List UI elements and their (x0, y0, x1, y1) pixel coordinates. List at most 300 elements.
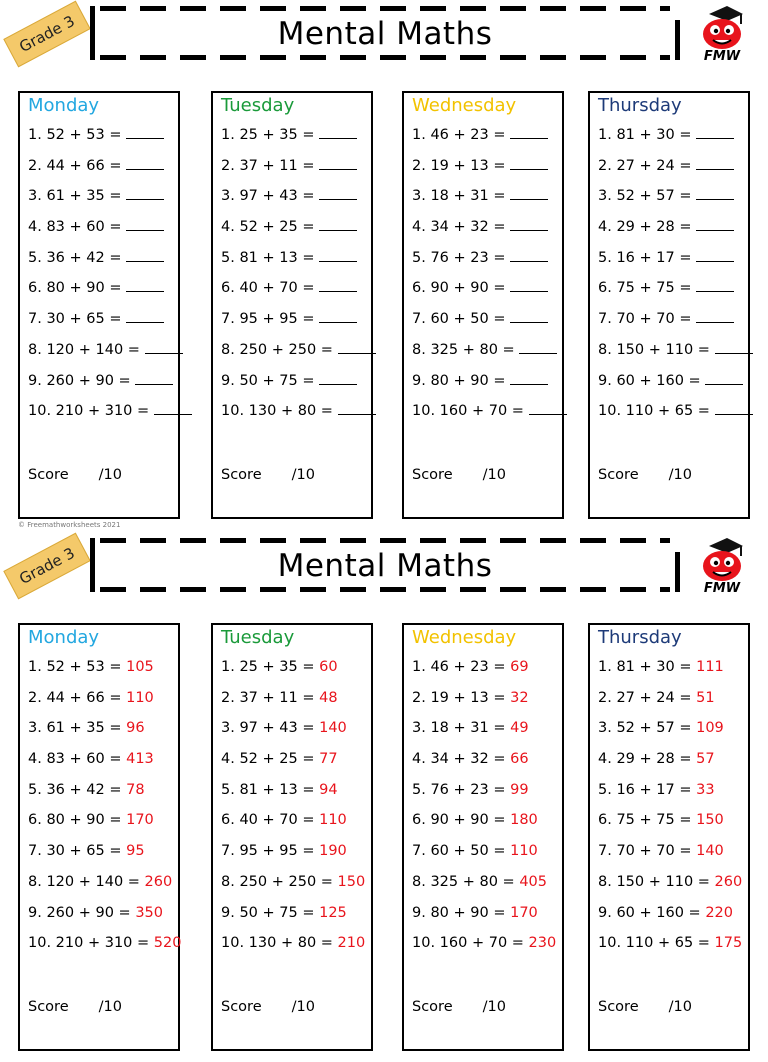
answer-blank[interactable] (319, 188, 357, 200)
answer-blank[interactable] (696, 219, 734, 231)
problem-answer: 49 (510, 720, 529, 737)
problem-question: 2. 37 + 11 = (221, 689, 320, 706)
problem-item (28, 219, 192, 250)
answer-blank[interactable] (510, 280, 548, 292)
problem-item (221, 342, 376, 373)
problem-list (28, 659, 181, 966)
score-label: Score (412, 467, 453, 483)
score-label: Score (221, 999, 262, 1015)
problem-question: 2. 44 + 66 = (28, 157, 127, 174)
problem-item (412, 659, 556, 690)
score-label: Score (28, 999, 69, 1015)
problem-question: 7. 95 + 95 = (221, 843, 320, 860)
problem-question: 5. 36 + 42 = (28, 781, 127, 798)
problem-question: 4. 34 + 32 = (412, 751, 511, 768)
problem-question: 4. 52 + 25 = (221, 219, 320, 236)
answer-blank[interactable] (145, 342, 183, 354)
problem-question: 3. 61 + 35 = (28, 188, 127, 205)
problem-question: 9. 260 + 90 = (28, 904, 136, 921)
answer-blank[interactable] (696, 311, 734, 323)
answer-blank[interactable] (126, 280, 164, 292)
problem-question: 10. 130 + 80 = (221, 403, 338, 420)
problem-item (221, 782, 365, 813)
problem-item (598, 188, 753, 219)
day-heading: Wednesday (412, 627, 517, 648)
problem-list (412, 659, 556, 966)
problem-item (221, 311, 376, 342)
problem-question: 2. 37 + 11 = (221, 157, 320, 174)
problem-answer: 220 (705, 904, 733, 921)
problem-question: 6. 75 + 75 = (598, 280, 697, 297)
day-heading: Monday (28, 95, 100, 116)
problem-item (221, 250, 376, 281)
problem-question: 9. 260 + 90 = (28, 372, 136, 389)
problem-question: 2. 19 + 13 = (412, 157, 511, 174)
day-column-tuesday (211, 91, 373, 519)
score-total: /10 (482, 467, 506, 483)
problem-question: 4. 29 + 28 = (598, 751, 697, 768)
problem-list (412, 127, 567, 434)
problem-item (28, 905, 181, 936)
problem-answer: 520 (153, 935, 182, 952)
day-column-tuesday (211, 623, 373, 1051)
problem-question: 6. 40 + 70 = (221, 280, 320, 297)
problem-question: 5. 81 + 13 = (221, 249, 320, 266)
problem-answer: 99 (510, 781, 529, 798)
problem-question: 4. 83 + 60 = (28, 219, 127, 236)
problem-question: 9. 80 + 90 = (412, 372, 511, 389)
problem-item (28, 250, 192, 281)
problem-item (412, 280, 567, 311)
title-box (90, 538, 680, 592)
problem-question: 3. 18 + 31 = (412, 188, 511, 205)
problem-question: 10. 210 + 310 = (28, 935, 154, 952)
answer-blank[interactable] (510, 127, 548, 139)
problem-answer: 66 (510, 751, 529, 768)
problem-answer: 69 (510, 659, 529, 675)
fmw-logo (697, 4, 747, 64)
problem-answer: 110 (510, 843, 538, 860)
problem-answer: 170 (510, 904, 538, 921)
answer-blank[interactable] (126, 158, 164, 170)
problem-item (412, 158, 567, 189)
problem-item (28, 127, 192, 158)
problem-item (598, 874, 742, 905)
problem-item (221, 280, 376, 311)
score-line (412, 999, 506, 1015)
day-heading: Wednesday (412, 95, 517, 116)
problem-item (221, 812, 365, 843)
problem-item (412, 812, 556, 843)
problem-item (28, 280, 192, 311)
problem-question: 2. 27 + 24 = (598, 689, 697, 706)
problem-answer: 109 (696, 720, 724, 737)
problem-item (412, 219, 567, 250)
answer-blank[interactable] (696, 188, 734, 200)
problem-question: 6. 80 + 90 = (28, 812, 127, 829)
problem-question: 6. 80 + 90 = (28, 280, 127, 297)
score-label: Score (598, 999, 639, 1015)
copyright: © Freemathworksheets 2021 (18, 521, 121, 529)
problem-item (28, 690, 181, 721)
answer-blank[interactable] (510, 158, 548, 170)
problem-question: 8. 120 + 140 = (28, 341, 145, 358)
problem-item (221, 935, 365, 966)
problem-item (221, 874, 365, 905)
fmw-logo (697, 536, 747, 596)
logo-text: FMW (703, 581, 741, 596)
problem-answer: 60 (319, 659, 338, 675)
problem-item (412, 250, 567, 281)
score-line (221, 467, 315, 483)
day-heading: Tuesday (221, 95, 295, 116)
problem-answer: 110 (126, 689, 154, 706)
score-label: Score (221, 467, 262, 483)
problem-item (598, 935, 742, 966)
problem-answer: 96 (126, 720, 145, 737)
score-total: /10 (291, 999, 315, 1015)
day-heading: Monday (28, 627, 100, 648)
problem-answer: 350 (135, 904, 163, 921)
problem-item (221, 751, 365, 782)
answer-blank[interactable] (319, 250, 357, 262)
problem-answer: 260 (144, 873, 173, 890)
problem-question: 4. 52 + 25 = (221, 751, 320, 768)
problem-item (28, 874, 181, 905)
problem-question: 3. 97 + 43 = (221, 720, 320, 737)
problem-answer: 78 (126, 781, 145, 798)
day-column-wednesday (402, 623, 564, 1051)
problem-item (412, 905, 556, 936)
problem-answer: 170 (126, 812, 154, 829)
problem-question: 8. 325 + 80 = (412, 873, 520, 890)
apple-mascot-icon (697, 4, 747, 50)
problem-item (598, 403, 753, 434)
problem-question: 2. 27 + 24 = (598, 157, 697, 174)
problem-question: 10. 110 + 65 = (598, 935, 715, 952)
problem-question: 9. 50 + 75 = (221, 372, 320, 389)
answer-blank[interactable] (715, 342, 753, 354)
score-label: Score (598, 467, 639, 483)
problem-question: 6. 40 + 70 = (221, 812, 320, 829)
day-heading: Tuesday (221, 627, 295, 648)
answer-blank[interactable] (696, 127, 734, 139)
score-total: /10 (98, 467, 122, 483)
problem-question: 7. 60 + 50 = (412, 843, 511, 860)
answer-blank[interactable] (510, 311, 548, 323)
score-total: /10 (98, 999, 122, 1015)
problem-question: 3. 52 + 57 = (598, 720, 697, 737)
problem-question: 3. 18 + 31 = (412, 720, 511, 737)
problem-item (412, 843, 556, 874)
score-total: /10 (668, 467, 692, 483)
problem-question: 9. 60 + 160 = (598, 372, 706, 389)
problem-question: 3. 52 + 57 = (598, 188, 697, 205)
problem-item (221, 188, 376, 219)
problem-answer: 57 (696, 751, 715, 768)
problem-question: 1. 81 + 30 = (598, 659, 697, 675)
problem-item (28, 311, 192, 342)
score-line (598, 467, 692, 483)
problem-question: 10. 110 + 65 = (598, 403, 715, 420)
problem-question: 1. 52 + 53 = (28, 127, 127, 143)
day-column-monday (18, 91, 180, 519)
problem-question: 8. 150 + 110 = (598, 341, 715, 358)
problem-answer: 140 (319, 720, 347, 737)
answer-blank[interactable] (319, 127, 357, 139)
problem-question: 10. 210 + 310 = (28, 403, 154, 420)
problem-question: 7. 60 + 50 = (412, 311, 511, 328)
page-title: Mental Maths (277, 16, 493, 52)
answer-blank[interactable] (319, 280, 357, 292)
problem-item (28, 751, 181, 782)
problem-answer: 32 (510, 689, 529, 706)
problem-question: 5. 36 + 42 = (28, 249, 127, 266)
score-total: /10 (291, 467, 315, 483)
problem-question: 7. 95 + 95 = (221, 311, 320, 328)
answer-blank[interactable] (510, 250, 548, 262)
problem-item (412, 403, 567, 434)
problem-item (28, 659, 181, 690)
problem-item (28, 158, 192, 189)
problem-answer: 175 (714, 935, 743, 952)
problem-item (412, 690, 556, 721)
problem-item (598, 720, 742, 751)
score-line (28, 999, 122, 1015)
day-column-monday (18, 623, 180, 1051)
answer-blank[interactable] (154, 403, 192, 415)
problem-item (28, 373, 192, 404)
problem-question: 1. 46 + 23 = (412, 127, 511, 143)
problem-question: 5. 16 + 17 = (598, 249, 697, 266)
problem-item (598, 342, 753, 373)
answer-blank[interactable] (696, 158, 734, 170)
answer-blank[interactable] (715, 403, 753, 415)
day-heading: Thursday (598, 95, 682, 116)
problem-question: 10. 160 + 70 = (412, 403, 529, 420)
problem-item (598, 127, 753, 158)
problem-item (412, 188, 567, 219)
apple-mascot-icon (697, 536, 747, 582)
problem-item (28, 843, 181, 874)
answer-blank[interactable] (338, 403, 376, 415)
problem-question: 7. 70 + 70 = (598, 843, 697, 860)
page-title: Mental Maths (277, 548, 493, 584)
problem-item (221, 219, 376, 250)
worksheet-blank (0, 0, 768, 530)
answer-blank[interactable] (510, 373, 548, 385)
problem-item (412, 342, 567, 373)
problem-question: 1. 25 + 35 = (221, 127, 320, 143)
problem-list (598, 127, 753, 434)
problem-answer: 230 (528, 935, 557, 952)
problem-answer: 95 (126, 843, 145, 860)
problem-item (221, 127, 376, 158)
problem-item (412, 127, 567, 158)
problem-answer: 110 (319, 812, 347, 829)
problem-item (412, 373, 567, 404)
problem-item (598, 690, 742, 721)
problem-question: 6. 75 + 75 = (598, 812, 697, 829)
problem-item (221, 720, 365, 751)
problem-item (221, 843, 365, 874)
answer-blank[interactable] (319, 158, 357, 170)
problem-question: 8. 250 + 250 = (221, 873, 338, 890)
logo-text: FMW (703, 49, 741, 64)
problem-item (598, 843, 742, 874)
problem-item (598, 250, 753, 281)
score-total: /10 (668, 999, 692, 1015)
answer-blank[interactable] (519, 342, 557, 354)
problem-question: 8. 325 + 80 = (412, 341, 520, 358)
problem-item (412, 720, 556, 751)
problem-item (598, 311, 753, 342)
problem-item (598, 905, 742, 936)
score-label: Score (412, 999, 453, 1015)
day-heading: Thursday (598, 627, 682, 648)
problem-answer: 180 (510, 812, 538, 829)
answer-blank[interactable] (319, 311, 357, 323)
problem-question: 3. 97 + 43 = (221, 188, 320, 205)
answer-blank[interactable] (338, 342, 376, 354)
problem-item (28, 812, 181, 843)
problem-answer: 150 (337, 873, 366, 890)
problem-answer: 405 (519, 873, 547, 890)
day-column-wednesday (402, 91, 564, 519)
answer-blank[interactable] (126, 188, 164, 200)
score-line (412, 467, 506, 483)
problem-item (598, 751, 742, 782)
problem-answer: 125 (319, 904, 347, 921)
score-line (598, 999, 692, 1015)
problem-question: 5. 16 + 17 = (598, 781, 697, 798)
answer-blank[interactable] (319, 219, 357, 231)
problem-question: 6. 90 + 90 = (412, 280, 511, 297)
problem-question: 8. 250 + 250 = (221, 341, 338, 358)
problem-item (598, 659, 742, 690)
problem-answer: 413 (126, 751, 154, 768)
score-label: Score (28, 467, 69, 483)
problem-question: 1. 81 + 30 = (598, 127, 697, 143)
problem-question: 4. 83 + 60 = (28, 751, 127, 768)
problem-question: 4. 34 + 32 = (412, 219, 511, 236)
problem-question: 8. 150 + 110 = (598, 873, 715, 890)
problem-item (598, 219, 753, 250)
day-column-thursday (588, 623, 750, 1051)
problem-item (221, 659, 365, 690)
problem-item (221, 905, 365, 936)
problem-answer: 210 (337, 935, 366, 952)
problem-item (412, 935, 556, 966)
problem-item (412, 874, 556, 905)
worksheet-answers (0, 532, 768, 1062)
problem-item (598, 812, 742, 843)
problem-question: 5. 76 + 23 = (412, 249, 511, 266)
answer-blank[interactable] (696, 280, 734, 292)
problem-question: 3. 61 + 35 = (28, 720, 127, 737)
answer-blank[interactable] (510, 188, 548, 200)
grade-tag: Grade 3 (3, 533, 90, 600)
problem-list (598, 659, 742, 966)
score-line (28, 467, 122, 483)
problem-question: 9. 50 + 75 = (221, 904, 320, 921)
problem-item (221, 158, 376, 189)
answer-blank[interactable] (126, 250, 164, 262)
problem-answer: 140 (696, 843, 724, 860)
score-total: /10 (482, 999, 506, 1015)
problem-list (28, 127, 192, 434)
problem-question: 5. 76 + 23 = (412, 781, 511, 798)
answer-blank[interactable] (696, 250, 734, 262)
problem-item (412, 311, 567, 342)
answer-blank[interactable] (510, 219, 548, 231)
problem-list (221, 659, 365, 966)
problem-question: 7. 30 + 65 = (28, 843, 127, 860)
grade-tag: Grade 3 (3, 1, 90, 68)
problem-question: 9. 60 + 160 = (598, 904, 706, 921)
problem-answer: 33 (696, 781, 715, 798)
problem-question: 7. 70 + 70 = (598, 311, 697, 328)
answer-blank[interactable] (126, 311, 164, 323)
problem-question: 2. 44 + 66 = (28, 689, 127, 706)
problem-item (221, 373, 376, 404)
problem-question: 10. 130 + 80 = (221, 935, 338, 952)
problem-item (412, 751, 556, 782)
problem-question: 6. 90 + 90 = (412, 812, 511, 829)
problem-answer: 190 (319, 843, 347, 860)
problem-question: 1. 25 + 35 = (221, 659, 320, 675)
problem-item (412, 782, 556, 813)
problem-question: 8. 120 + 140 = (28, 873, 145, 890)
problem-item (28, 782, 181, 813)
day-column-thursday (588, 91, 750, 519)
answer-blank[interactable] (126, 127, 164, 139)
problem-question: 1. 46 + 23 = (412, 659, 511, 675)
answer-blank[interactable] (135, 373, 173, 385)
answer-blank[interactable] (319, 373, 357, 385)
answer-blank[interactable] (126, 219, 164, 231)
problem-answer: 105 (126, 659, 154, 675)
problem-answer: 150 (696, 812, 724, 829)
problem-answer: 48 (319, 689, 338, 706)
problem-answer: 77 (319, 751, 338, 768)
problem-question: 1. 52 + 53 = (28, 659, 127, 675)
problem-question: 7. 30 + 65 = (28, 311, 127, 328)
title-box (90, 6, 680, 60)
problem-question: 2. 19 + 13 = (412, 689, 511, 706)
problem-item (598, 373, 753, 404)
problem-question: 9. 80 + 90 = (412, 904, 511, 921)
score-line (221, 999, 315, 1015)
problem-answer: 111 (696, 659, 724, 675)
problem-item (28, 342, 192, 373)
answer-blank[interactable] (705, 373, 743, 385)
problem-answer: 51 (696, 689, 715, 706)
problem-list (221, 127, 376, 434)
problem-item (598, 782, 742, 813)
problem-item (28, 935, 181, 966)
problem-item (598, 280, 753, 311)
problem-item (598, 158, 753, 189)
problem-item (221, 403, 376, 434)
problem-answer: 94 (319, 781, 338, 798)
problem-question: 4. 29 + 28 = (598, 219, 697, 236)
problem-question: 5. 81 + 13 = (221, 781, 320, 798)
problem-item (221, 690, 365, 721)
answer-blank[interactable] (529, 403, 567, 415)
problem-item (28, 720, 181, 751)
problem-answer: 260 (714, 873, 743, 890)
